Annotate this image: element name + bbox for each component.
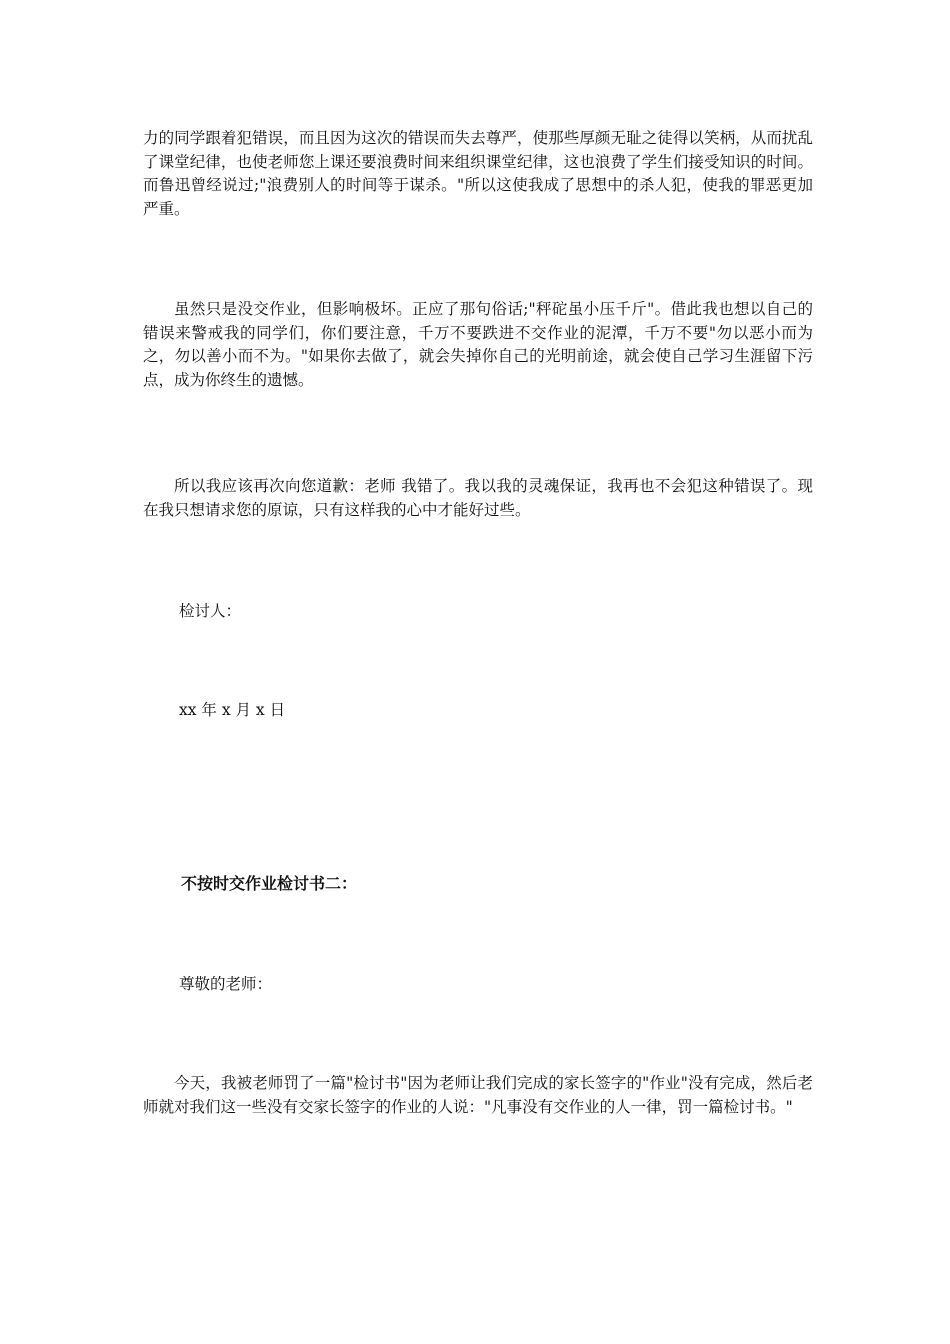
paragraph-continuation: 力的同学跟着犯错误，而且因为这次的错误而失去尊严，使那些厚颜无耻之徒得以笑柄，从而扰乱了课堂纪律，也使老师您上课还要浪费时间来组织课堂纪律，这也浪费了学生们接受知识的时间。而鲁迅曾经说过;"浪费别人的时间等于谋杀。"所以这使我成了思想中的杀人犯，使我的罪恶更加严重。 <box>143 129 813 218</box>
paragraph-section-two: 今天，我被老师罚了一篇"检讨书"因为老师让我们完成的家长签字的"作业"没有完成，然后老师就对我们这一些没有交家长签字的作业的人说："凡事没有交作业的人一律，罚一篇检讨书。" <box>143 1074 813 1116</box>
salutation: 尊敬的老师： <box>179 975 273 993</box>
paragraph-influence: 虽然只是没交作业，但影响极坏。正应了那句俗话;"秤砣虽小压千斤"。借此我也想以自己的错误来警戒我的同学们，你们要注意，千万不要跌进不交作业的泥潭，千万不要"勿以恶小而为之，勿以善小而不为。"如果你去做了，就会失掉你自己的光明前途，就会使自己学习生涯留下污点，成为你终生的遗憾。 <box>143 300 813 389</box>
section-title: 不按时交作业检讨书二： <box>181 874 358 893</box>
date-line: xx 年 x 月 x 日 <box>179 701 286 719</box>
paragraph-apology: 所以我应该再次向您道歉：老师 我错了。我以我的灵魂保证，我再也不会犯这种错误了。现在我只想请求您的原谅，只有这样我的心中才能好过些。 <box>143 477 813 519</box>
signer-label: 检讨人： <box>179 602 242 620</box>
